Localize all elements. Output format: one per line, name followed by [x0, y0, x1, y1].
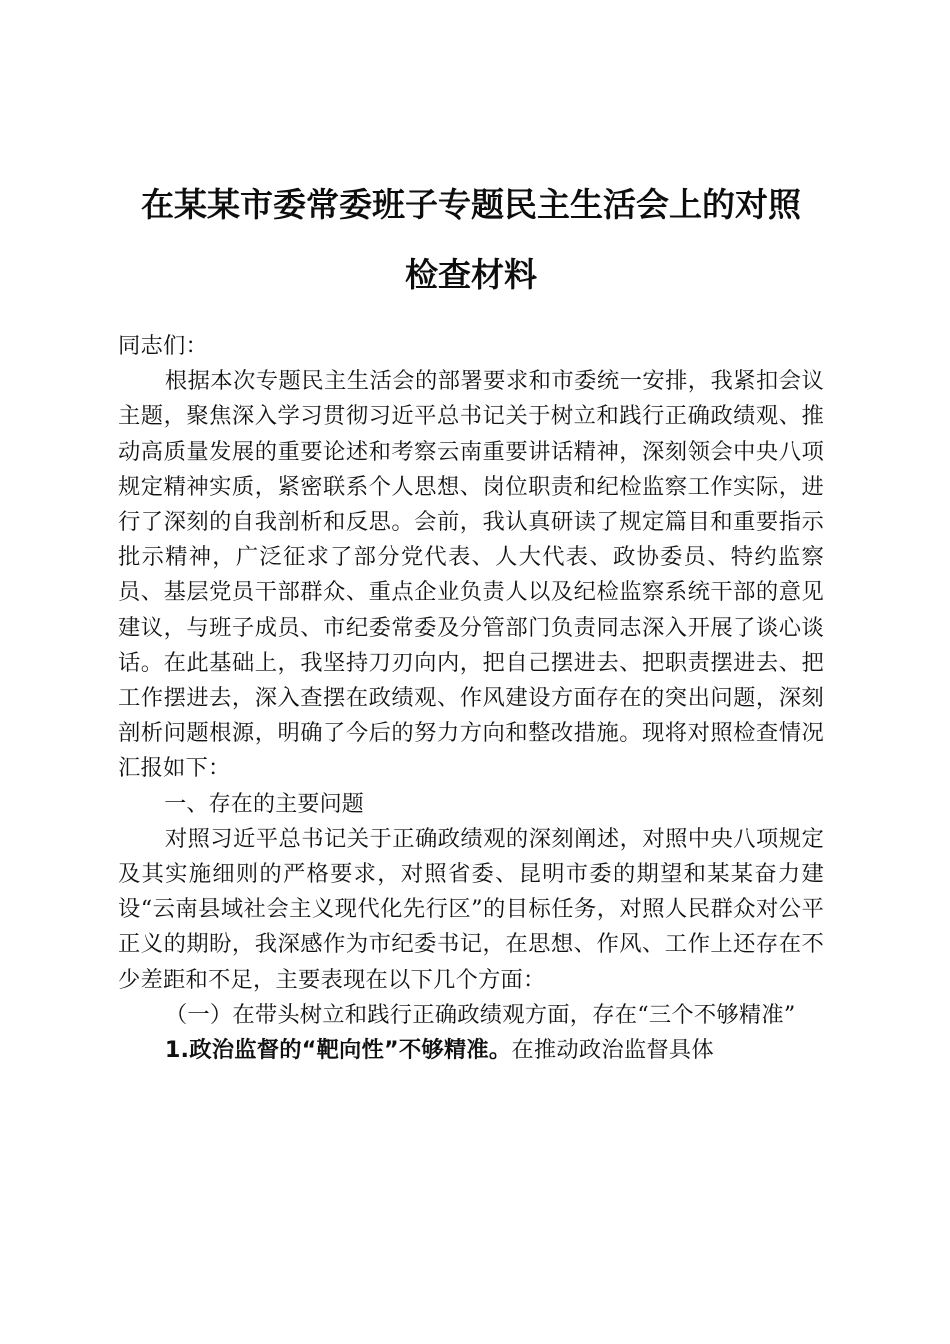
title-line-1: 在某某市委常委班子专题民主生活会上的对照: [141, 185, 801, 224]
greeting: 同志们：: [118, 333, 208, 359]
item-1-lead: 1.政治监督的“靶向性”不够精准。: [164, 1037, 512, 1064]
item-1-paragraph: [118, 1033, 824, 1068]
intro-paragraph: 根据本次专题民主生活会的部署要求和市委统一安排，我紧扣会议主题，聚焦深入学习贯彻习近平总书记关于树立和践行正确政绩观、推动高质量发展的重要论述和考察云南重要讲话精神，深刻领会中央八项规定精神实质，紧密联系个人思想、岗位职责和纪检监察工作实际，进行了深刻的自我剖析和反思。会前，我认真研读了规定篇目和重要指示批示精神，广泛征求了部分党代表、人大代表、政协委员、特约监察员、基层党员干部群众、重点企业负责人以及纪检监察系统干部的意见建议，与班子成员、市纪委常委及分管部门负责同志深入开展了谈心谈话。在此基础上，我坚持刀刃向内，把自己摆进去、把职责摆进去、把工作摆进去，深入查摆在政绩观、作风建设方面存在的突出问题，深刻剖析问题根源，明确了今后的努力方向和整改措施。现将对照检查情况汇报如下：: [118, 368, 824, 782]
section-heading-main-problems: 一、存在的主要问题: [164, 791, 364, 817]
problems-overview-paragraph: 对照习近平总书记关于正确政绩观的深刻阐述，对照中央八项规定及其实施细则的严格要求，对照省委、昆明市委的期望和某某奋力建设“云南县域社会主义现代化先行区”的目标任务，对照人民群众对公平正义的期盼，我深感作为市纪委书记，在思想、作风、工作上还存在不少差距和不足，主要表现在以下几个方面：: [118, 825, 824, 993]
document-page: [118, 170, 824, 1068]
title-line-2: 检查材料: [405, 255, 537, 294]
subsection-heading-1: （一）在带头树立和践行正确政绩观方面，存在“三个不够精准”: [164, 1001, 796, 1028]
document-title: [118, 170, 824, 310]
item-1-text: 在推动政治监督具体: [511, 1037, 714, 1064]
document-body: [118, 329, 824, 1068]
